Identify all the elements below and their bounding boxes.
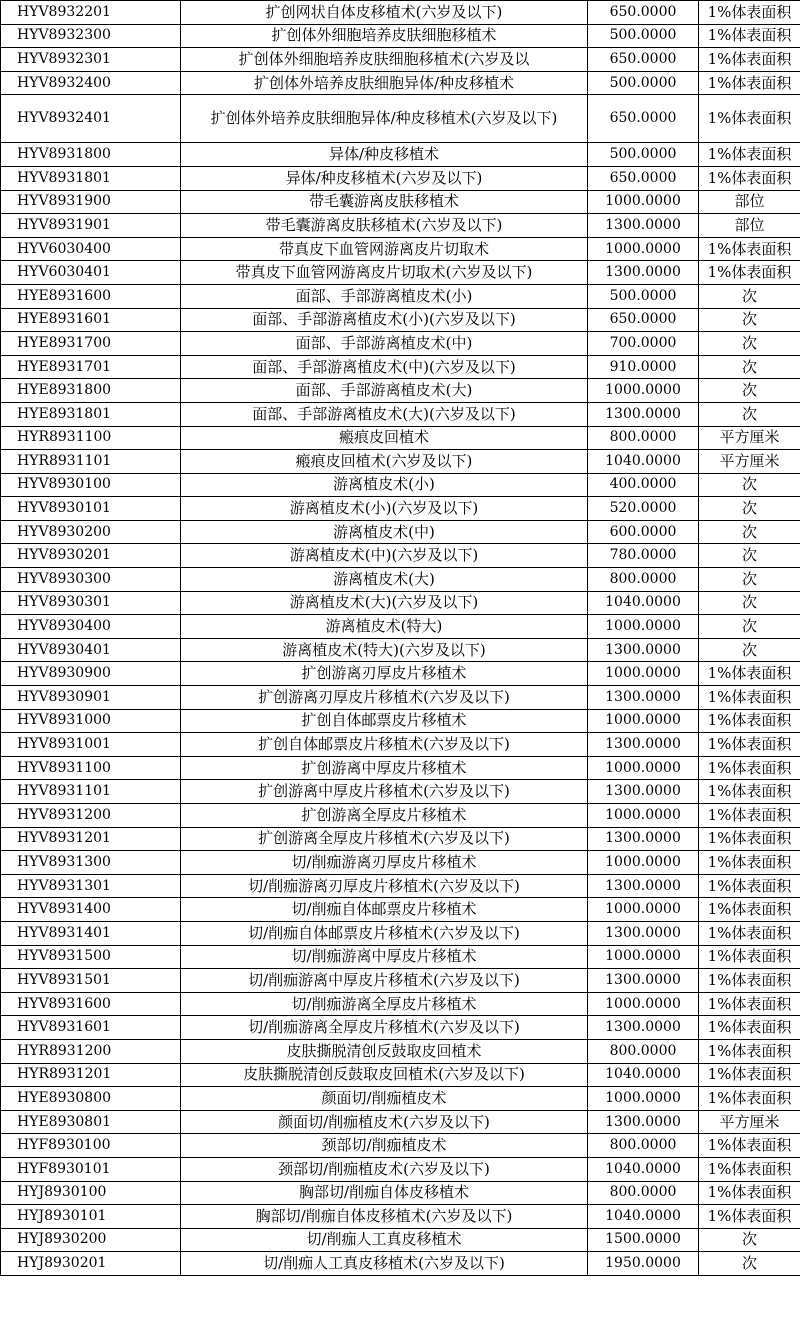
unit-cell: 1%体表面积 bbox=[699, 804, 800, 828]
table-row bbox=[1, 1134, 800, 1158]
code-cell: HYV8930900 bbox=[1, 662, 181, 686]
item-name-cell: 面部、手部游离植皮术(大) bbox=[181, 379, 588, 403]
price-cell: 1300.0000 bbox=[588, 827, 699, 851]
table-row bbox=[1, 95, 800, 143]
unit-cell: 1%体表面积 bbox=[699, 24, 800, 48]
item-name-cell: 扩创体外细胞培养皮肤细胞移植术(六岁及以 bbox=[181, 48, 588, 72]
code-cell: HYR8931200 bbox=[1, 1039, 181, 1063]
price-cell: 910.0000 bbox=[588, 355, 699, 379]
code-cell: HYV8932300 bbox=[1, 24, 181, 48]
code-cell: HYV8930301 bbox=[1, 591, 181, 615]
code-cell: HYE8930800 bbox=[1, 1087, 181, 1111]
item-name-cell: 扩创游离全厚皮片移植术 bbox=[181, 804, 588, 828]
unit-cell: 次 bbox=[699, 568, 800, 592]
item-name-cell: 扩创自体邮票皮片移植术(六岁及以下) bbox=[181, 733, 588, 757]
item-name-cell: 切/削痂自体邮票皮片移植术 bbox=[181, 898, 588, 922]
price-cell: 500.0000 bbox=[588, 284, 699, 308]
code-cell: HYE8930801 bbox=[1, 1110, 181, 1134]
table-row bbox=[1, 1087, 800, 1111]
table-row bbox=[1, 851, 800, 875]
price-cell: 500.0000 bbox=[588, 143, 699, 167]
item-name-cell: 切/削痂人工真皮移植术 bbox=[181, 1228, 588, 1252]
code-cell: HYV8931801 bbox=[1, 166, 181, 190]
table-row bbox=[1, 1, 800, 25]
price-cell: 1300.0000 bbox=[588, 733, 699, 757]
item-name-cell: 游离植皮术(特大) bbox=[181, 615, 588, 639]
item-name-cell: 面部、手部游离植皮术(中)(六岁及以下) bbox=[181, 355, 588, 379]
code-cell: HYE8931800 bbox=[1, 379, 181, 403]
code-cell: HYE8931700 bbox=[1, 332, 181, 356]
price-cell: 1300.0000 bbox=[588, 402, 699, 426]
price-cell: 1300.0000 bbox=[588, 921, 699, 945]
table-row bbox=[1, 1252, 800, 1276]
item-name-cell: 瘢痕皮回植术 bbox=[181, 426, 588, 450]
unit-cell: 1%体表面积 bbox=[699, 1039, 800, 1063]
price-cell: 1000.0000 bbox=[588, 709, 699, 733]
unit-cell: 平方厘米 bbox=[699, 1110, 800, 1134]
code-cell: HYV8930200 bbox=[1, 520, 181, 544]
unit-cell: 1%体表面积 bbox=[699, 1205, 800, 1229]
price-cell: 700.0000 bbox=[588, 332, 699, 356]
code-cell: HYV8930901 bbox=[1, 686, 181, 710]
code-cell: HYJ8930201 bbox=[1, 1252, 181, 1276]
table-row bbox=[1, 568, 800, 592]
code-cell: HYV8932400 bbox=[1, 71, 181, 95]
code-cell: HYV8931301 bbox=[1, 874, 181, 898]
table-row bbox=[1, 1016, 800, 1040]
code-cell: HYV8932201 bbox=[1, 1, 181, 25]
table-row bbox=[1, 591, 800, 615]
unit-cell: 次 bbox=[699, 379, 800, 403]
unit-cell: 1%体表面积 bbox=[699, 95, 800, 143]
code-cell: HYE8931600 bbox=[1, 284, 181, 308]
item-name-cell: 切/削痂游离中厚皮片移植术(六岁及以下) bbox=[181, 969, 588, 993]
price-cell: 400.0000 bbox=[588, 473, 699, 497]
price-cell: 1000.0000 bbox=[588, 945, 699, 969]
table-row bbox=[1, 24, 800, 48]
unit-cell: 平方厘米 bbox=[699, 450, 800, 474]
price-cell: 1000.0000 bbox=[588, 992, 699, 1016]
unit-cell: 1%体表面积 bbox=[699, 898, 800, 922]
price-cell: 1300.0000 bbox=[588, 969, 699, 993]
table-row bbox=[1, 898, 800, 922]
unit-cell: 次 bbox=[699, 402, 800, 426]
unit-cell: 1%体表面积 bbox=[699, 921, 800, 945]
table-row bbox=[1, 1205, 800, 1229]
unit-cell: 1%体表面积 bbox=[699, 780, 800, 804]
unit-cell: 1%体表面积 bbox=[699, 1063, 800, 1087]
price-cell: 600.0000 bbox=[588, 520, 699, 544]
code-cell: HYR8931201 bbox=[1, 1063, 181, 1087]
price-cell: 1300.0000 bbox=[588, 874, 699, 898]
table-row bbox=[1, 1039, 800, 1063]
price-cell: 1040.0000 bbox=[588, 1157, 699, 1181]
price-cell: 800.0000 bbox=[588, 568, 699, 592]
code-cell: HYJ8930101 bbox=[1, 1205, 181, 1229]
item-name-cell: 胸部切/削痂自体皮移植术(六岁及以下) bbox=[181, 1205, 588, 1229]
code-cell: HYE8931601 bbox=[1, 308, 181, 332]
table-row bbox=[1, 214, 800, 238]
price-cell: 1300.0000 bbox=[588, 1110, 699, 1134]
unit-cell: 次 bbox=[699, 355, 800, 379]
item-name-cell: 扩创游离刃厚皮片移植术(六岁及以下) bbox=[181, 686, 588, 710]
unit-cell: 1%体表面积 bbox=[699, 874, 800, 898]
table-row bbox=[1, 874, 800, 898]
price-cell: 1000.0000 bbox=[588, 662, 699, 686]
price-cell: 1500.0000 bbox=[588, 1228, 699, 1252]
table-row bbox=[1, 804, 800, 828]
unit-cell: 1%体表面积 bbox=[699, 1087, 800, 1111]
price-cell: 1000.0000 bbox=[588, 898, 699, 922]
item-name-cell: 游离植皮术(小)(六岁及以下) bbox=[181, 497, 588, 521]
item-name-cell: 切/削痂游离全厚皮片移植术 bbox=[181, 992, 588, 1016]
code-cell: HYV8931200 bbox=[1, 804, 181, 828]
code-cell: HYV8931001 bbox=[1, 733, 181, 757]
table-row bbox=[1, 544, 800, 568]
item-name-cell: 面部、手部游离植皮术(中) bbox=[181, 332, 588, 356]
price-cell: 1000.0000 bbox=[588, 190, 699, 214]
unit-cell: 次 bbox=[699, 591, 800, 615]
code-cell: HYV6030401 bbox=[1, 261, 181, 285]
table-row bbox=[1, 261, 800, 285]
price-cell: 1950.0000 bbox=[588, 1252, 699, 1276]
item-name-cell: 颈部切/削痂植皮术 bbox=[181, 1134, 588, 1158]
code-cell: HYV8931500 bbox=[1, 945, 181, 969]
item-name-cell: 扩创网状自体皮移植术(六岁及以下) bbox=[181, 1, 588, 25]
table-row bbox=[1, 827, 800, 851]
unit-cell: 1%体表面积 bbox=[699, 733, 800, 757]
item-name-cell: 异体/种皮移植术(六岁及以下) bbox=[181, 166, 588, 190]
item-name-cell: 扩创自体邮票皮片移植术 bbox=[181, 709, 588, 733]
code-cell: HYE8931801 bbox=[1, 402, 181, 426]
code-cell: HYV8930400 bbox=[1, 615, 181, 639]
unit-cell: 1%体表面积 bbox=[699, 662, 800, 686]
price-cell: 780.0000 bbox=[588, 544, 699, 568]
code-cell: HYV8932301 bbox=[1, 48, 181, 72]
code-cell: HYV8930201 bbox=[1, 544, 181, 568]
price-cell: 500.0000 bbox=[588, 71, 699, 95]
code-cell: HYF8930100 bbox=[1, 1134, 181, 1158]
code-cell: HYV8931501 bbox=[1, 969, 181, 993]
code-cell: HYJ8930100 bbox=[1, 1181, 181, 1205]
code-cell: HYV8931901 bbox=[1, 214, 181, 238]
item-name-cell: 游离植皮术(大) bbox=[181, 568, 588, 592]
item-name-cell: 扩创体外培养皮肤细胞异体/种皮移植术 bbox=[181, 71, 588, 95]
unit-cell: 1%体表面积 bbox=[699, 709, 800, 733]
item-name-cell: 切/削痂游离全厚皮片移植术(六岁及以下) bbox=[181, 1016, 588, 1040]
code-cell: HYV8931800 bbox=[1, 143, 181, 167]
table-row bbox=[1, 48, 800, 72]
code-cell: HYJ8930200 bbox=[1, 1228, 181, 1252]
code-cell: HYV8931100 bbox=[1, 756, 181, 780]
price-cell: 650.0000 bbox=[588, 308, 699, 332]
table-row bbox=[1, 402, 800, 426]
code-cell: HYV8931201 bbox=[1, 827, 181, 851]
item-name-cell: 胸部切/削痂自体皮移植术 bbox=[181, 1181, 588, 1205]
table-row bbox=[1, 686, 800, 710]
unit-cell: 1%体表面积 bbox=[699, 1181, 800, 1205]
price-cell: 1300.0000 bbox=[588, 638, 699, 662]
item-name-cell: 异体/种皮移植术 bbox=[181, 143, 588, 167]
table-row bbox=[1, 379, 800, 403]
item-name-cell: 颈部切/削痂植皮术(六岁及以下) bbox=[181, 1157, 588, 1181]
unit-cell: 1%体表面积 bbox=[699, 261, 800, 285]
table-row bbox=[1, 992, 800, 1016]
code-cell: HYV8930300 bbox=[1, 568, 181, 592]
unit-cell: 部位 bbox=[699, 214, 800, 238]
unit-cell: 平方厘米 bbox=[699, 426, 800, 450]
code-cell: HYV8931600 bbox=[1, 992, 181, 1016]
table-row bbox=[1, 969, 800, 993]
code-cell: HYE8931701 bbox=[1, 355, 181, 379]
price-cell: 1300.0000 bbox=[588, 686, 699, 710]
table-row bbox=[1, 497, 800, 521]
table-row bbox=[1, 662, 800, 686]
price-cell: 520.0000 bbox=[588, 497, 699, 521]
unit-cell: 1%体表面积 bbox=[699, 1134, 800, 1158]
price-cell: 1000.0000 bbox=[588, 851, 699, 875]
price-cell: 650.0000 bbox=[588, 166, 699, 190]
table-row bbox=[1, 71, 800, 95]
price-cell: 800.0000 bbox=[588, 1134, 699, 1158]
unit-cell: 次 bbox=[699, 544, 800, 568]
price-cell: 1000.0000 bbox=[588, 615, 699, 639]
unit-cell: 1%体表面积 bbox=[699, 143, 800, 167]
table-row bbox=[1, 1181, 800, 1205]
table-row bbox=[1, 426, 800, 450]
table-row bbox=[1, 332, 800, 356]
item-name-cell: 切/削痂游离中厚皮片移植术 bbox=[181, 945, 588, 969]
price-cell: 650.0000 bbox=[588, 1, 699, 25]
item-name-cell: 扩创游离中厚皮片移植术 bbox=[181, 756, 588, 780]
code-cell: HYV8931000 bbox=[1, 709, 181, 733]
item-name-cell: 切/削痂游离刃厚皮片移植术(六岁及以下) bbox=[181, 874, 588, 898]
price-cell: 1300.0000 bbox=[588, 261, 699, 285]
code-cell: HYV8932401 bbox=[1, 95, 181, 143]
item-name-cell: 扩创体外培养皮肤细胞异体/种皮移植术(六岁及以下) bbox=[181, 95, 588, 143]
item-name-cell: 游离植皮术(大)(六岁及以下) bbox=[181, 591, 588, 615]
table-row bbox=[1, 450, 800, 474]
code-cell: HYV8931101 bbox=[1, 780, 181, 804]
table-row bbox=[1, 615, 800, 639]
item-name-cell: 扩创体外细胞培养皮肤细胞移植术 bbox=[181, 24, 588, 48]
price-cell: 1300.0000 bbox=[588, 780, 699, 804]
unit-cell: 1%体表面积 bbox=[699, 969, 800, 993]
table-row bbox=[1, 945, 800, 969]
unit-cell: 1%体表面积 bbox=[699, 945, 800, 969]
table-row bbox=[1, 190, 800, 214]
table-row bbox=[1, 237, 800, 261]
item-name-cell: 面部、手部游离植皮术(小)(六岁及以下) bbox=[181, 308, 588, 332]
price-cell: 1040.0000 bbox=[588, 591, 699, 615]
item-name-cell: 游离植皮术(中) bbox=[181, 520, 588, 544]
unit-cell: 次 bbox=[699, 308, 800, 332]
table-row bbox=[1, 638, 800, 662]
unit-cell: 1%体表面积 bbox=[699, 48, 800, 72]
unit-cell: 部位 bbox=[699, 190, 800, 214]
table-body bbox=[1, 1, 800, 1276]
item-name-cell: 游离植皮术(特大)(六岁及以下) bbox=[181, 638, 588, 662]
item-name-cell: 瘢痕皮回植术(六岁及以下) bbox=[181, 450, 588, 474]
unit-cell: 1%体表面积 bbox=[699, 71, 800, 95]
table-row bbox=[1, 756, 800, 780]
price-cell: 1300.0000 bbox=[588, 1016, 699, 1040]
table-row bbox=[1, 473, 800, 497]
unit-cell: 1%体表面积 bbox=[699, 166, 800, 190]
table-row bbox=[1, 166, 800, 190]
item-name-cell: 带真皮下血管网游离皮片切取术 bbox=[181, 237, 588, 261]
item-name-cell: 扩创游离刃厚皮片移植术 bbox=[181, 662, 588, 686]
table-row bbox=[1, 284, 800, 308]
table-row bbox=[1, 355, 800, 379]
unit-cell: 次 bbox=[699, 284, 800, 308]
table-row bbox=[1, 1063, 800, 1087]
item-name-cell: 带毛囊游离皮肤移植术 bbox=[181, 190, 588, 214]
table-row bbox=[1, 520, 800, 544]
table-row bbox=[1, 143, 800, 167]
item-name-cell: 皮肤撕脱清创反鼓取皮回植术 bbox=[181, 1039, 588, 1063]
table-row bbox=[1, 780, 800, 804]
code-cell: HYV8931400 bbox=[1, 898, 181, 922]
unit-cell: 1%体表面积 bbox=[699, 756, 800, 780]
unit-cell: 1%体表面积 bbox=[699, 686, 800, 710]
code-cell: HYR8931100 bbox=[1, 426, 181, 450]
price-cell: 1000.0000 bbox=[588, 756, 699, 780]
item-name-cell: 切/削痂自体邮票皮片移植术(六岁及以下) bbox=[181, 921, 588, 945]
code-cell: HYR8931101 bbox=[1, 450, 181, 474]
item-name-cell: 切/削痂人工真皮移植术(六岁及以下) bbox=[181, 1252, 588, 1276]
item-name-cell: 面部、手部游离植皮术(小) bbox=[181, 284, 588, 308]
unit-cell: 次 bbox=[699, 1228, 800, 1252]
unit-cell: 1%体表面积 bbox=[699, 1, 800, 25]
code-cell: HYV8930401 bbox=[1, 638, 181, 662]
price-cell: 1040.0000 bbox=[588, 1205, 699, 1229]
table-row bbox=[1, 1228, 800, 1252]
item-name-cell: 带毛囊游离皮肤移植术(六岁及以下) bbox=[181, 214, 588, 238]
price-cell: 1000.0000 bbox=[588, 237, 699, 261]
unit-cell: 次 bbox=[699, 332, 800, 356]
price-cell: 500.0000 bbox=[588, 24, 699, 48]
code-cell: HYV8931401 bbox=[1, 921, 181, 945]
table-row bbox=[1, 921, 800, 945]
unit-cell: 次 bbox=[699, 638, 800, 662]
price-cell: 800.0000 bbox=[588, 1039, 699, 1063]
table-row bbox=[1, 1157, 800, 1181]
table-row bbox=[1, 1110, 800, 1134]
code-cell: HYV6030400 bbox=[1, 237, 181, 261]
price-cell: 650.0000 bbox=[588, 95, 699, 143]
code-cell: HYV8931900 bbox=[1, 190, 181, 214]
item-name-cell: 带真皮下血管网游离皮片切取术(六岁及以下) bbox=[181, 261, 588, 285]
item-name-cell: 面部、手部游离植皮术(大)(六岁及以下) bbox=[181, 402, 588, 426]
code-cell: HYV8930101 bbox=[1, 497, 181, 521]
item-name-cell: 游离植皮术(中)(六岁及以下) bbox=[181, 544, 588, 568]
code-cell: HYF8930101 bbox=[1, 1157, 181, 1181]
code-cell: HYV8931300 bbox=[1, 851, 181, 875]
unit-cell: 次 bbox=[699, 615, 800, 639]
price-cell: 1000.0000 bbox=[588, 379, 699, 403]
unit-cell: 1%体表面积 bbox=[699, 851, 800, 875]
unit-cell: 次 bbox=[699, 497, 800, 521]
code-cell: HYV8931601 bbox=[1, 1016, 181, 1040]
price-cell: 800.0000 bbox=[588, 426, 699, 450]
table-row bbox=[1, 733, 800, 757]
price-cell: 1000.0000 bbox=[588, 804, 699, 828]
item-name-cell: 游离植皮术(小) bbox=[181, 473, 588, 497]
price-cell: 650.0000 bbox=[588, 48, 699, 72]
unit-cell: 1%体表面积 bbox=[699, 827, 800, 851]
item-name-cell: 切/削痂游离刃厚皮片移植术 bbox=[181, 851, 588, 875]
unit-cell: 1%体表面积 bbox=[699, 992, 800, 1016]
item-name-cell: 扩创游离全厚皮片移植术(六岁及以下) bbox=[181, 827, 588, 851]
item-name-cell: 扩创游离中厚皮片移植术(六岁及以下) bbox=[181, 780, 588, 804]
price-cell: 1040.0000 bbox=[588, 450, 699, 474]
unit-cell: 次 bbox=[699, 1252, 800, 1276]
unit-cell: 1%体表面积 bbox=[699, 1157, 800, 1181]
table-row bbox=[1, 308, 800, 332]
code-cell: HYV8930100 bbox=[1, 473, 181, 497]
item-name-cell: 颜面切/削痂植皮术 bbox=[181, 1087, 588, 1111]
table-row bbox=[1, 709, 800, 733]
item-name-cell: 颜面切/削痂植皮术(六岁及以下) bbox=[181, 1110, 588, 1134]
price-cell: 800.0000 bbox=[588, 1181, 699, 1205]
price-cell: 1000.0000 bbox=[588, 1087, 699, 1111]
unit-cell: 1%体表面积 bbox=[699, 1016, 800, 1040]
unit-cell: 1%体表面积 bbox=[699, 237, 800, 261]
price-cell: 1300.0000 bbox=[588, 214, 699, 238]
price-cell: 1040.0000 bbox=[588, 1063, 699, 1087]
unit-cell: 次 bbox=[699, 473, 800, 497]
item-name-cell: 皮肤撕脱清创反鼓取皮回植术(六岁及以下) bbox=[181, 1063, 588, 1087]
unit-cell: 次 bbox=[699, 520, 800, 544]
